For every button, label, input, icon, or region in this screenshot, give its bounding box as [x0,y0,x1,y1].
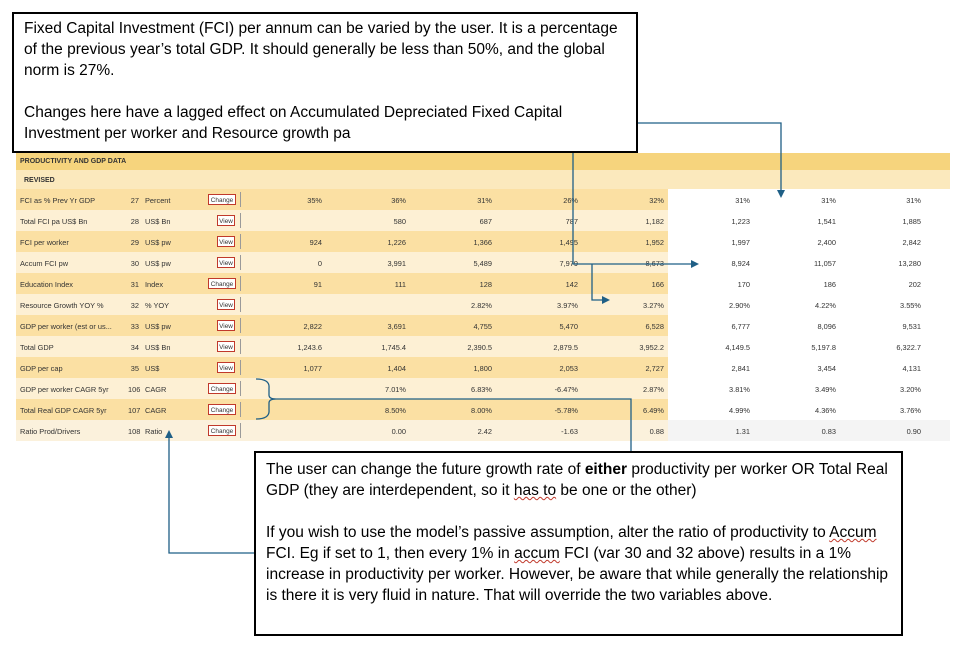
column-divider [240,339,241,354]
table-cell[interactable]: 26% [563,196,578,205]
change-button[interactable]: Change [208,278,236,289]
change-button[interactable]: Change [208,425,236,436]
table-cell[interactable]: 2,400 [817,238,836,247]
table-cell[interactable]: 3,952.2 [639,343,664,352]
table-row [16,315,950,336]
table-cell[interactable]: 1,404 [387,364,406,373]
view-button[interactable]: View [217,236,235,247]
table-cell[interactable]: 3,454 [817,364,836,373]
sheet-subtitle: REVISED [24,177,55,184]
fci-explanation-callout [12,12,638,153]
table-cell[interactable]: 6.83% [471,385,492,394]
table-cell[interactable]: 3.97% [557,301,578,310]
table-cell[interactable]: 4.22% [815,301,836,310]
row-unit: Percent [145,196,171,205]
row-variable-number: 29 [130,238,139,247]
row-unit: CAGR [145,406,167,415]
table-cell[interactable]: 6.49% [643,406,664,415]
table-cell[interactable]: 13,280 [898,259,921,268]
table-cell[interactable]: 787 [565,217,578,226]
table-cell[interactable]: 4,149.5 [725,343,750,352]
row-label: Education Index [20,280,74,289]
row-variable-number: 31 [130,280,139,289]
change-button[interactable]: Change [208,383,236,394]
row-unit: Index [145,280,164,289]
table-cell[interactable]: 0 [317,259,322,268]
table-cell[interactable]: 3.76% [900,406,921,415]
table-cell[interactable]: 31% [735,196,750,205]
row-label: Total GDP [20,343,54,352]
row-label: GDP per worker (est or us... [20,322,112,331]
fci-callout-para2: Changes here have a lagged effect on Accumulated Depreciated Fixed Capital Investment per worker and Resource growth pa [24,104,563,142]
row-label: GDP per worker CAGR 5yr [20,385,109,394]
sheet-title-band [16,153,950,170]
view-button[interactable]: View [217,215,235,226]
column-divider [240,255,241,270]
table-cell[interactable]: 31% [906,196,921,205]
table-row [16,378,950,399]
table-cell[interactable]: 2.90% [729,301,750,310]
column-divider [240,192,241,207]
row-unit: % YOY [145,301,170,310]
table-cell[interactable]: 6,777 [731,322,750,331]
growth-callout-text: If you wish to use the model’s passive assumption, alter the ratio of productivity to [266,524,830,541]
row-label: Accum FCI pw [20,259,69,268]
table-cell[interactable]: 1,952 [645,238,664,247]
table-cell[interactable]: 8,096 [817,322,836,331]
table-cell[interactable]: 3,691 [387,322,406,331]
table-cell[interactable]: 202 [908,280,921,289]
fci-callout-para1: Fixed Capital Investment (FCI) per annum can be varied by the user. It is a percentage of the previous year’s total GDP. It should generally be less than 50%, and the global norm is 27%. [24,20,618,79]
growth-callout-text: productivity per worker OR Total Real GDP (they are interdependent, so it [266,461,888,499]
growth-callout-text: be one or the other) [556,482,697,499]
growth-rate-callout [254,451,903,636]
growth-callout-text: The user can change the future growth rate of [266,461,585,478]
table-cell[interactable]: 2,390.5 [467,343,492,352]
table-cell[interactable]: 1,077 [303,364,322,373]
table-cell[interactable]: 1,243.6 [297,343,322,352]
row-label: Total FCI pa US$ Bn [20,217,88,226]
table-cell[interactable]: 1,800 [473,364,492,373]
table-cell[interactable]: 3.20% [900,385,921,394]
table-cell[interactable]: 2,879.5 [553,343,578,352]
column-divider [240,318,241,333]
table-cell[interactable]: 0.90 [906,427,921,436]
table-cell[interactable]: 128 [479,280,492,289]
table-cell[interactable]: 2,053 [559,364,578,373]
table-cell[interactable]: 8,924 [731,259,750,268]
table-cell[interactable]: 3,991 [387,259,406,268]
table-row [16,273,950,294]
table-cell[interactable]: 8.00% [471,406,492,415]
table-row [16,420,950,441]
table-cell[interactable]: 7.01% [385,385,406,394]
table-row [16,294,950,315]
row-label: Total Real GDP CAGR 5yr [20,406,107,415]
row-variable-number: 108 [128,427,141,436]
growth-callout-flagged-text: has to [513,482,557,499]
table-row [16,189,950,210]
table-cell[interactable]: 32% [649,196,664,205]
table-cell[interactable]: 36% [391,196,406,205]
table-cell[interactable]: 1,366 [473,238,492,247]
table-cell[interactable]: 31% [821,196,836,205]
row-unit: US$ Bn [145,217,171,226]
row-variable-number: 28 [130,217,139,226]
table-cell[interactable]: 142 [565,280,578,289]
table-cell[interactable]: 2.42 [477,427,492,436]
row-variable-number: 107 [128,406,141,415]
table-cell[interactable]: 35% [307,196,322,205]
growth-callout-emphasis: either [584,461,628,478]
table-row [16,210,950,231]
row-unit: Ratio [145,427,163,436]
table-cell[interactable]: 1,997 [731,238,750,247]
table-cell[interactable]: 2,842 [902,238,921,247]
table-cell[interactable]: 2.82% [471,301,492,310]
table-cell[interactable]: 1,745.4 [381,343,406,352]
table-cell[interactable]: 1,182 [645,217,664,226]
table-row [16,231,950,252]
row-label: Ratio Prod/Drivers [20,427,81,436]
column-divider [240,381,241,396]
table-cell[interactable]: 3.55% [900,301,921,310]
column-divider [240,360,241,375]
row-unit: US$ [145,364,160,373]
table-cell[interactable]: 31% [477,196,492,205]
column-divider [240,297,241,312]
growth-callout-flagged-text: Accum [829,524,877,541]
row-unit: US$ Bn [145,343,171,352]
row-variable-number: 35 [130,364,139,373]
table-cell[interactable]: 924 [309,238,322,247]
change-button[interactable]: Change [208,194,236,205]
table-cell[interactable]: -1.63 [561,427,578,436]
column-divider [240,402,241,417]
table-cell[interactable]: -5.78% [554,406,578,415]
table-cell[interactable]: 3.49% [815,385,836,394]
view-button[interactable]: View [217,257,235,268]
growth-callout-para1 [266,459,891,501]
table-cell[interactable]: 1,541 [817,217,836,226]
column-divider [240,213,241,228]
table-cell[interactable]: 8,673 [645,259,664,268]
row-label: Resource Growth YOY % [20,301,104,310]
table-cell[interactable]: -6.47% [554,385,578,394]
table-row [16,399,950,420]
table-cell[interactable]: 4.36% [815,406,836,415]
row-label: FCI per worker [20,238,69,247]
table-cell[interactable]: 687 [479,217,492,226]
table-cell[interactable]: 111 [394,280,406,289]
table-cell[interactable]: 11,057 [813,259,836,268]
table-cell[interactable]: 4,131 [902,364,921,373]
table-cell[interactable]: 5,197.8 [811,343,836,352]
table-cell[interactable]: 1,885 [902,217,921,226]
column-divider [240,234,241,249]
table-cell[interactable]: 2.87% [643,385,664,394]
table-cell[interactable]: 1,226 [387,238,406,247]
sheet-title: PRODUCTIVITY AND GDP DATA [20,158,127,165]
table-row [16,357,950,378]
row-variable-number: 106 [128,385,141,394]
table-cell[interactable]: 9,531 [902,322,921,331]
table-cell[interactable]: 3.81% [729,385,750,394]
table-cell[interactable]: 91 [313,280,322,289]
table-cell[interactable]: 4.99% [729,406,750,415]
table-cell[interactable]: 0.00 [391,427,406,436]
table-cell[interactable]: 7,979 [559,259,578,268]
table-row [16,336,950,357]
row-variable-number: 27 [130,196,139,205]
table-cell[interactable]: 186 [823,280,836,289]
table-cell[interactable]: 6,322.7 [896,343,921,352]
view-button[interactable]: View [217,299,235,310]
row-unit: CAGR [145,385,167,394]
table-cell[interactable]: 0.83 [821,427,836,436]
table-cell[interactable]: 0.88 [649,427,664,436]
row-label: FCI as % Prev Yr GDP [20,196,96,205]
table-cell[interactable]: 1.31 [735,427,750,436]
table-cell[interactable]: 2,727 [645,364,664,373]
view-button[interactable]: View [217,362,235,373]
growth-callout-text: FCI. Eg if set to 1, then every 1% in [266,545,515,562]
productivity-gdp-sheet [16,153,950,452]
table-cell[interactable]: 1,495 [559,238,578,247]
column-divider [240,423,241,438]
growth-callout-para2 [266,522,891,606]
sheet-subtitle-band [16,170,950,189]
table-row [16,252,950,273]
row-unit: US$ pw [145,259,171,268]
row-variable-number: 32 [130,301,139,310]
row-label: GDP per cap [20,364,63,373]
table-cell[interactable]: 4,755 [473,322,492,331]
table-cell[interactable]: 5,470 [559,322,578,331]
table-cell[interactable]: 6,528 [645,322,664,331]
table-cell[interactable]: 5,489 [473,259,492,268]
change-button[interactable]: Change [208,404,236,415]
table-cell[interactable]: 2,841 [731,364,750,373]
table-cell[interactable]: 3.27% [643,301,664,310]
table-cell[interactable]: 580 [393,217,406,226]
table-cell[interactable]: 166 [651,280,664,289]
view-button[interactable]: View [217,341,235,352]
row-unit: US$ pw [145,322,171,331]
table-cell[interactable]: 2,822 [303,322,322,331]
growth-callout-flagged-text: accum [514,545,560,562]
row-variable-number: 30 [130,259,139,268]
row-variable-number: 34 [130,343,139,352]
row-unit: US$ pw [145,238,171,247]
table-cell[interactable]: 1,223 [731,217,750,226]
table-cell[interactable]: 8.50% [385,406,406,415]
growth-callout-text: FCI (var 30 and 32 above) results in a 1% increase in productivity per worker. However, be aware that while generally the relationship is there it is very fluid in nature. That will override the two variables above. [266,545,889,604]
table-cell[interactable]: 170 [737,280,750,289]
column-divider [240,276,241,291]
view-button[interactable]: View [217,320,235,331]
row-variable-number: 33 [130,322,139,331]
